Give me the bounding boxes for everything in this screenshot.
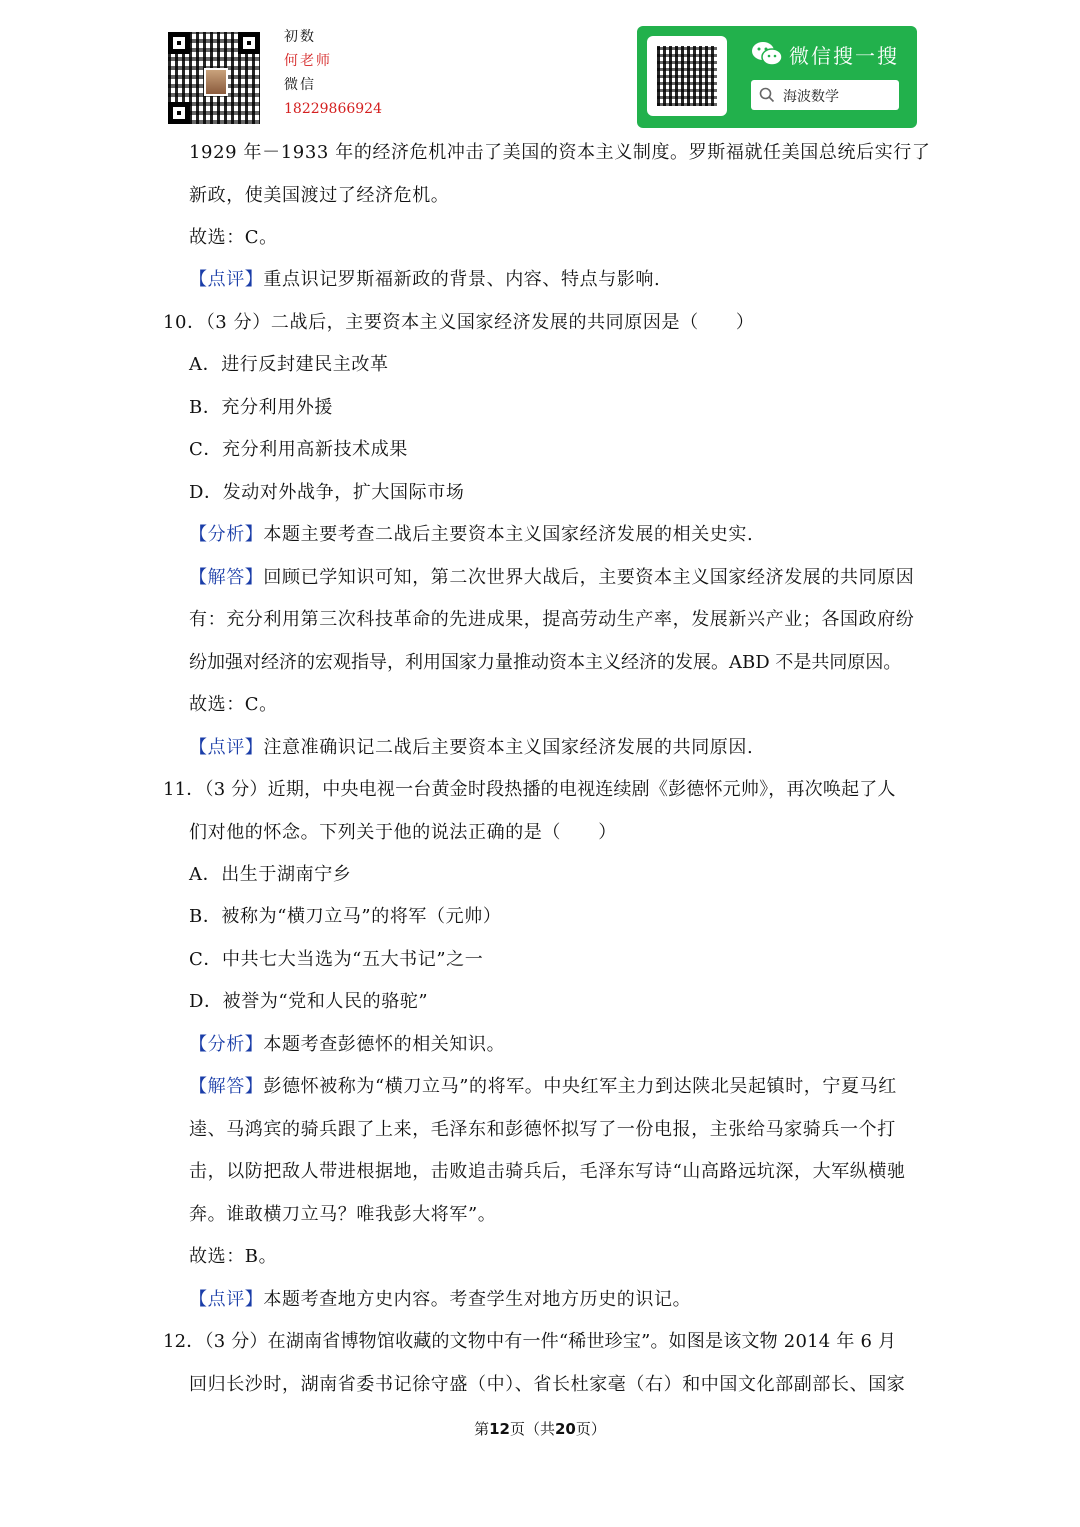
teacher-name: 何老师 bbox=[284, 53, 332, 69]
q11-answer-line-3: 击，以防把敌人带进根据地，击败追击骑兵后，毛泽东写诗“山高路远坑深，大军纵横驰 bbox=[189, 1161, 906, 1182]
page-number bbox=[0, 1418, 1080, 1439]
q10-comment bbox=[189, 736, 753, 760]
search-icon bbox=[759, 87, 775, 103]
q11-choice: 故选：B。 bbox=[189, 1246, 278, 1267]
qr-code bbox=[168, 32, 260, 124]
q12-stem-line-1: 12．（3 分）在湖南省博物馆收藏的文物中有一件“稀世珍宝”。如图是该文物 2014 年 6 月 bbox=[163, 1331, 897, 1352]
q10-option-b: B．充分利用外援 bbox=[189, 397, 334, 418]
analysis-tag: 【分析】 bbox=[189, 524, 264, 545]
q10-stem: 10．（3 分）二战后，主要资本主义国家经济发展的共同原因是（ ） bbox=[163, 312, 755, 333]
total-pages: 20 bbox=[555, 1420, 576, 1438]
answer-tag: 【解答】 bbox=[189, 1076, 264, 1097]
q10-option-d: D．发动对外战争，扩大国际市场 bbox=[189, 482, 465, 503]
banner-title: 微信搜一搜 bbox=[789, 44, 899, 68]
q11-option-b: B．被称为“横刀立马”的将军（元帅） bbox=[189, 906, 502, 927]
q10-answer-line-3: 纷加强对经济的宏观指导，利用国家力量推动资本主义经济的发展。ABD 不是共同原因。 bbox=[189, 652, 902, 673]
comment-tag: 【点评】 bbox=[189, 269, 264, 290]
q11-answer-line-4: 奔。谁敢横刀立马？唯我彭大将军”。 bbox=[189, 1204, 497, 1225]
q11-option-c: C．中共七大当选为“五大书记”之一 bbox=[189, 949, 484, 970]
comment-tag: 【点评】 bbox=[189, 1289, 264, 1310]
answer-text: 彭德怀被称为“横刀立马”的将军。中央红军主力到达陕北吴起镇时，宁夏马红 bbox=[263, 1076, 897, 1097]
q10-choice: 故选：C。 bbox=[189, 694, 278, 715]
q10-analysis bbox=[189, 523, 753, 547]
wechat-search-banner bbox=[637, 26, 917, 128]
page-prefix: 第 bbox=[474, 1420, 490, 1438]
phone-number: 18229866924 bbox=[284, 101, 382, 117]
q11-analysis bbox=[189, 1033, 505, 1057]
q11-option-d: D．被誉为“党和人民的骆驼” bbox=[189, 991, 429, 1012]
comment-text: 重点识记罗斯福新政的背景、内容、特点与影响. bbox=[263, 269, 661, 290]
contact-line1: 初数 bbox=[284, 29, 316, 45]
answer-text: 回顾已学知识可知，第二次世界大战后，主要资本主义国家经济发展的共同原因 bbox=[263, 567, 915, 588]
q10-answer-line-1 bbox=[189, 566, 914, 590]
banner-qr-code bbox=[647, 36, 727, 116]
current-page: 12 bbox=[489, 1420, 510, 1438]
q10-option-a: A．进行反封建民主改革 bbox=[189, 354, 389, 375]
analysis-tag: 【分析】 bbox=[189, 1034, 264, 1055]
comment-text: 注意准确识记二战后主要资本主义国家经济发展的共同原因. bbox=[263, 737, 754, 758]
q9-choice: 故选：C。 bbox=[189, 227, 278, 248]
wechat-icon bbox=[751, 40, 783, 68]
q11-answer-line-1 bbox=[189, 1075, 897, 1099]
q9-comment bbox=[189, 268, 660, 292]
intro-line-2: 新政，使美国渡过了经济危机。 bbox=[189, 185, 450, 206]
page-suffix: 页） bbox=[575, 1420, 606, 1438]
q11-answer-line-2: 逵、马鸿宾的骑兵跟了上来，毛泽东和彭德怀拟写了一份电报，主张给马家骑兵一个打 bbox=[189, 1119, 896, 1140]
banner-search-text: 海波数学 bbox=[783, 89, 839, 105]
page-middle: 页（共 bbox=[509, 1420, 555, 1438]
q10-answer-line-2: 有：充分利用第三次科技革命的先进成果，提高劳动生产率，发展新兴产业；各国政府纷 bbox=[189, 609, 915, 630]
comment-text: 本题考查地方史内容。考查学生对地方历史的识记。 bbox=[263, 1289, 692, 1310]
analysis-text: 本题考查彭德怀的相关知识。 bbox=[263, 1034, 506, 1055]
analysis-text: 本题主要考查二战后主要资本主义国家经济发展的相关史实. bbox=[263, 524, 754, 545]
avatar bbox=[204, 68, 228, 96]
q12-stem-line-2: 回归长沙时，湖南省委书记徐守盛（中）、省长杜家毫（右）和中国文化部副部长、国家 bbox=[189, 1374, 906, 1395]
q10-option-c: C．充分利用高新技术成果 bbox=[189, 439, 408, 460]
wechat-label: 微信 bbox=[284, 77, 316, 93]
q11-option-a: A．出生于湖南宁乡 bbox=[189, 864, 352, 885]
comment-tag: 【点评】 bbox=[189, 737, 264, 758]
q11-stem-line-2: 们对他的怀念。下列关于他的说法正确的是（ ） bbox=[189, 822, 617, 843]
answer-tag: 【解答】 bbox=[189, 567, 264, 588]
intro-line-1: 1929 年－1933 年的经济危机冲击了美国的资本主义制度。罗斯福就任美国总统后实行了 bbox=[189, 142, 931, 163]
banner-search-box[interactable] bbox=[751, 80, 899, 110]
q11-stem-line-1: 11．（3 分）近期，中央电视一台黄金时段热播的电视连续剧《彭德怀元帅》，再次唤起了人 bbox=[163, 779, 896, 800]
q11-comment bbox=[189, 1288, 691, 1312]
